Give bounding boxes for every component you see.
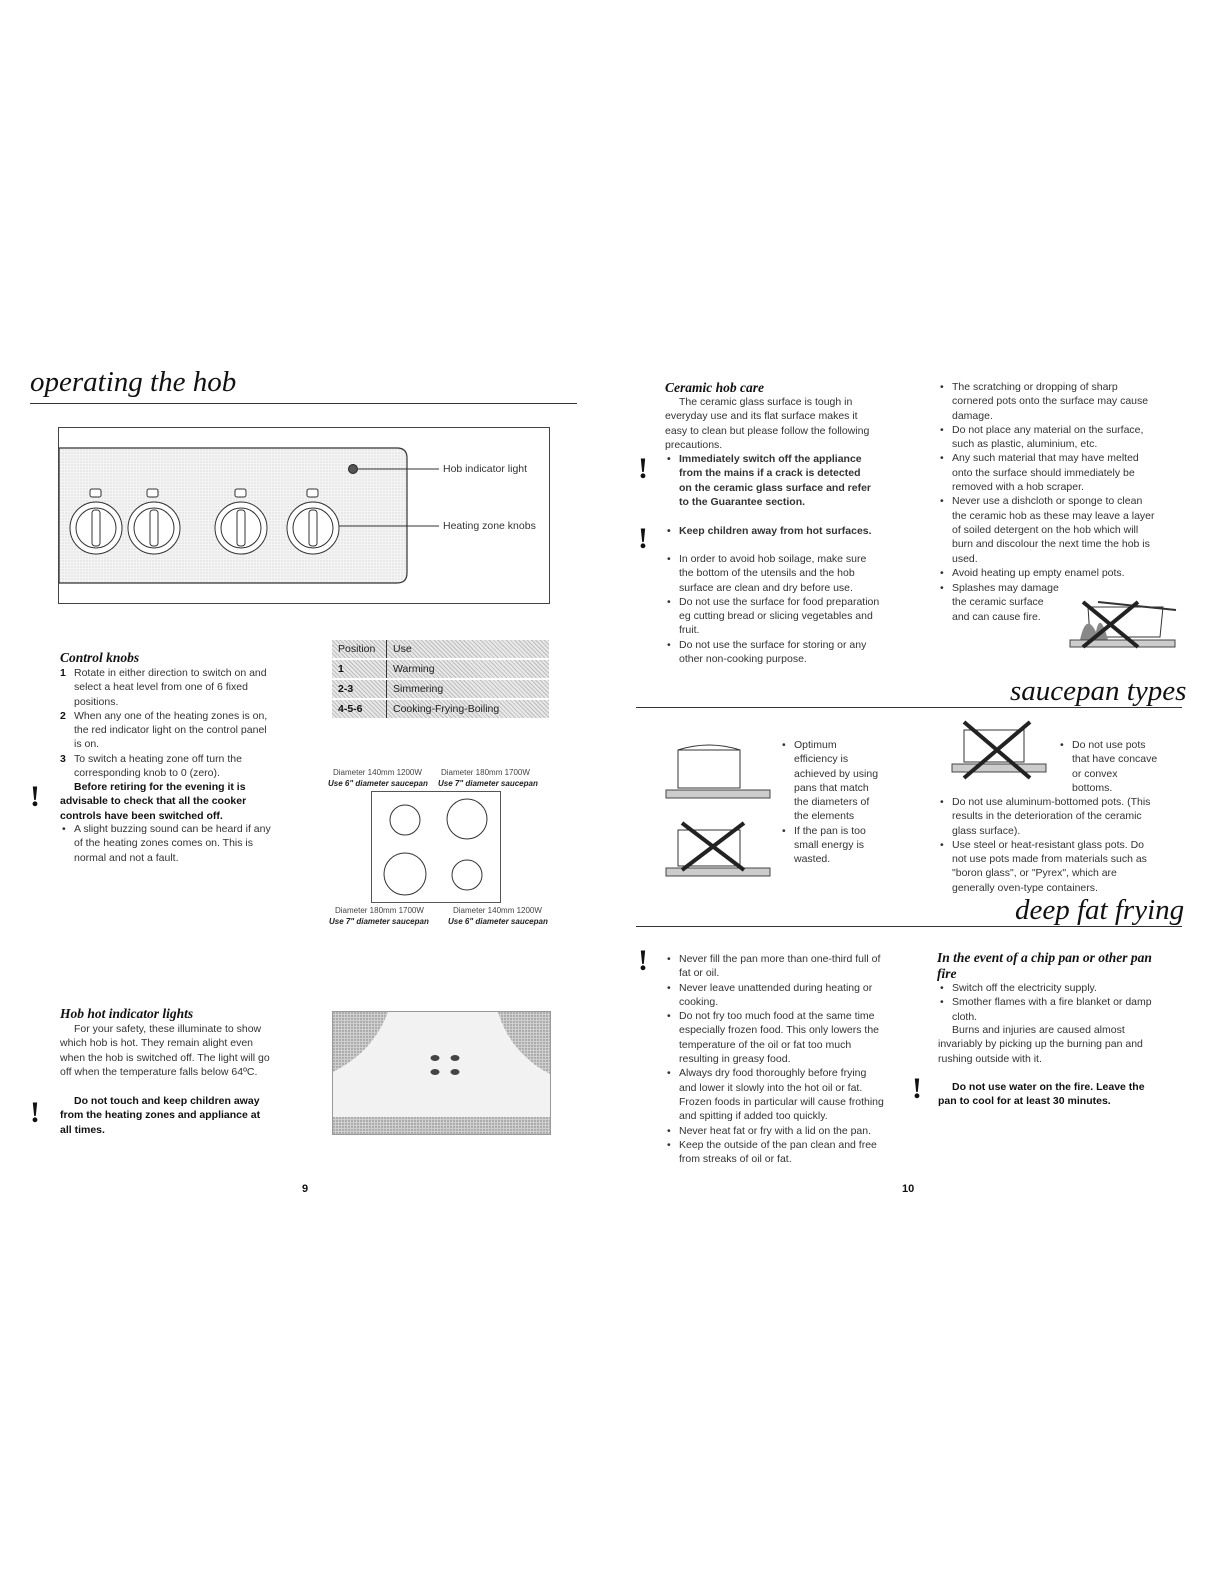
list-item: • Optimum efficiency is achieved by using pans that match the diameters of the elements (780, 738, 880, 824)
list-item: • Do not place any material on the surface, such as plastic, aluminium, etc. (938, 423, 1158, 452)
warning-icon: ! (912, 1072, 922, 1105)
warning-icon: ! (638, 944, 648, 977)
list-item: • Switch off the electricity supply. (938, 981, 1158, 995)
frying-rule (636, 926, 1182, 927)
list-item: • Do not use aluminum-bottomed pots. (This results in the deterioration of the ceramic glass surface). (938, 795, 1158, 838)
list-item: • In order to avoid hob soilage, make sure the bottom of the utensils and the hob surface are clean and dry before use. (665, 552, 880, 595)
control-panel-drawing (59, 428, 549, 603)
position-table (332, 640, 549, 720)
list-item: • Smother flames with a fire blanket or damp cloth. (938, 995, 1158, 1024)
table-cell: Simmering (387, 679, 550, 699)
list-item: • Do not fry too much food at the same time especially frozen food. This only lowers the temperature of the oil or fat too much resulting in greasy food. (665, 1009, 885, 1066)
table-cell: 2-3 (332, 679, 387, 699)
hob-indicator-callout: Hob indicator light (443, 463, 528, 475)
ceramic-bold-list-2 (665, 524, 875, 538)
warning-icon: ! (30, 1096, 40, 1129)
zone-bottom-right-dia: Diameter 140mm 1200W (453, 906, 542, 915)
list-item: • Never heat fat or fry with a lid on the pan. (665, 1124, 885, 1138)
list-item: • Do not use the surface for storing or any other non-cooking purpose. (665, 638, 880, 667)
list-item: • Keep the outside of the pan clean and free from streaks of oil or fat. (665, 1138, 885, 1167)
heating-zone-knobs-callout: Heating zone knobs (443, 520, 536, 532)
list-item: 3 To switch a heating zone off turn the corresponding knob to 0 (zero). (60, 752, 242, 780)
ceramic-bullets (665, 552, 880, 666)
table-header: Use (387, 640, 550, 659)
ceramic-bold-list (665, 452, 875, 509)
hob-zones-diagram (371, 791, 501, 903)
list-item: • Any such material that may have melted onto the surface should immediately be removed with a hob scraper. (938, 451, 1158, 494)
list-item: 1 Rotate in either direction to switch on and select a heat level from one of 6 fixed positions. (60, 667, 267, 708)
ceramic-bullets-2 (938, 380, 1158, 580)
list-item: • Do not use the surface for food preparation eg cutting bread or slicing vegetables and fruit. (665, 595, 880, 638)
title-rule (30, 403, 577, 404)
list-item: • Never fill the pan more than one-third full of fat or oil. (665, 952, 885, 981)
table-cell: 4-5-6 (332, 699, 387, 719)
indicator-warning: Do not touch and keep children away from the heating zones and appliance at all times. (60, 1095, 261, 1136)
list-item: • Keep children away from hot surfaces. (665, 524, 875, 538)
list-item: • The scratching or dropping of sharp cornered pots onto the surface may cause damage. (938, 380, 1158, 423)
control-knobs-list (60, 666, 272, 780)
hob-zones-drawing (372, 792, 500, 902)
zone-top-right-dia: Diameter 180mm 1700W (441, 768, 530, 777)
warning-icon: ! (638, 452, 648, 485)
table-cell: 1 (332, 659, 387, 679)
splash-bullet (938, 581, 1063, 624)
saucepan-concave-illustration (950, 720, 1050, 780)
list-item: • Never use a dishcloth or sponge to clean the ceramic hob as these may leave a layer of soiled detergent on the hob which will burn and discolour the next time the hob is used. (938, 494, 1158, 565)
control-warning: Before retiring for the evening it is advisable to check that all the cooker controls have been switched off. (60, 781, 247, 822)
zone-bottom-left-dia: Diameter 180mm 1700W (335, 906, 424, 915)
chip-pan-text: Burns and injuries are caused almost invariably by picking up the burning pan and rushing outside with it. (938, 1024, 1143, 1065)
table-header: Position (332, 640, 387, 659)
list-item: • Avoid heating up empty enamel pots. (938, 566, 1158, 580)
list-item: • Do not use pots that have concave or convex bottoms. (1058, 738, 1158, 795)
ceramic-heading: Ceramic hob care (665, 380, 764, 395)
saucepan-correct-illustration (664, 738, 774, 883)
zone-bottom-left-use: Use 7" diameter saucepan (329, 917, 429, 926)
list-item: 2 When any one of the heating zones is on, the red indicator light on the control panel is on. (60, 709, 268, 751)
warning-icon: ! (30, 780, 40, 813)
page-number-left: 9 (302, 1183, 309, 1195)
control-panel-diagram (58, 427, 550, 604)
table-cell: Cooking-Frying-Boiling (387, 699, 550, 719)
zone-top-left-dia: Diameter 140mm 1200W (333, 768, 422, 777)
saucepan-title: saucepan types (1010, 675, 1187, 707)
hob-surface-image (332, 1011, 551, 1135)
list-item: • Immediately switch off the appliance from the mains if a crack is detected on the ceramic glass surface and refer to the Guarantee section. (665, 452, 875, 509)
page-number-right: 10 (902, 1183, 915, 1195)
indicator-lights-heading: Hob hot indicator lights (60, 1006, 194, 1021)
zone-top-right-use: Use 7" diameter saucepan (438, 779, 538, 788)
list-item: • Splashes may damage the ceramic surface and can cause fire. (938, 581, 1063, 624)
ceramic-intro: The ceramic glass surface is tough in everyday use and its flat surface makes it easy to clean but please follow the following precautions. (665, 396, 870, 451)
list-item: • Never leave unattended during heating or cooking. (665, 981, 885, 1010)
hob-surface-drawing (333, 1012, 550, 1134)
list-item: • If the pan is too small energy is wasted. (780, 824, 880, 867)
indicator-lights-text: For your safety, these illuminate to show which hob is hot. They remain alight even when the hob is switched off. The light will go off when the temperature falls below 64ºC. (60, 1023, 270, 1078)
chip-pan-heading: In the event of a chip pan or other pan fire (937, 950, 1152, 981)
list-item: • Use steel or heat-resistant glass pots. Do not use pots made from materials such as "boron glass", or "Pyrex", which are generally oven-type containers. (938, 838, 1158, 895)
zone-bottom-right-use: Use 6" diameter saucepan (448, 917, 548, 926)
table-cell: Warming (387, 659, 550, 679)
splash-pan-illustration (1068, 592, 1178, 654)
saucepan-concave-bullet (1058, 738, 1158, 795)
saucepan-bullets (938, 795, 1158, 895)
control-knobs-heading: Control knobs (60, 650, 140, 665)
warning-icon: ! (638, 522, 648, 555)
zone-top-left-use: Use 6" diameter saucepan (328, 779, 428, 788)
frying-title: deep fat frying (1015, 894, 1185, 926)
control-knobs-note (60, 822, 272, 865)
list-item: • A slight buzzing sound can be heard if any of the heating zones comes on. This is normal and not a fault. (60, 822, 272, 865)
chip-pan-warning: Do not use water on the fire. Leave the pan to cool for at least 30 minutes. (938, 1081, 1145, 1108)
list-item: • Always dry food thoroughly before frying and lower it slowly into the hot oil or fat. Frozen foods in particular will cause frothing and spitting if added too quickly. (665, 1066, 885, 1123)
saucepan-rule (636, 707, 1182, 708)
page-title-operating-hob: operating the hob (30, 366, 237, 398)
chip-pan-bullets (938, 981, 1158, 1024)
saucepan-optimum-list (780, 738, 880, 867)
frying-bullets (665, 952, 885, 1166)
